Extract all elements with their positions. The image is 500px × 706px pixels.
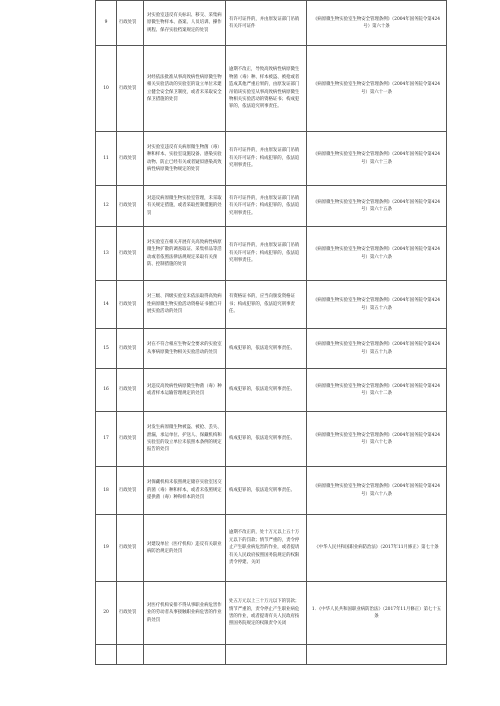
- row-basis: 《病原微生物实验室生物安全管理条例》（2004年国务院令第424号）第六十三条: [307, 132, 447, 186]
- row-basis: 《病原微生物实验室生物安全管理条例》（2004年国务院令第424号）第六十六条: [307, 227, 447, 281]
- row-condition: 构成犯罪的，依法追究刑事责任。: [226, 467, 307, 515]
- row-matter: 对三级、四级实验室未依法取得高致病性病原微生物实验活动资格证书擅自开展实验活动的处罚: [144, 281, 226, 329]
- row-category: 行政处罚: [117, 1, 144, 46]
- row-category: 行政处罚: [117, 412, 144, 467]
- table-row: [96, 582, 447, 645]
- row-matter: 对医疗机构安排不得从事职业病危害作业的劳动者从事接触职业病危害的作业的处罚: [144, 582, 226, 645]
- row-category: 行政处罚: [117, 329, 144, 369]
- row-basis: 《病原微生物实验室生物安全管理条例》（2004年国务院令第424号）第六十一条: [307, 46, 447, 132]
- table-row: [96, 227, 447, 281]
- row-matter: 对在不符合相应生物安全要求的实验室从事病原微生物相关实验活动的处罚: [144, 329, 226, 369]
- row-category: 行政处罚: [117, 281, 144, 329]
- row-condition: 有资格证书的，应当向颁发资格证书；构成犯罪的，依法追究刑事责任。: [226, 281, 307, 329]
- row-condition: 构成犯罪的，依法追究刑事责任。: [226, 369, 307, 412]
- row-basis: 《病原微生物实验室生物安全管理条例》（2004年国务院令第424号）第六十条: [307, 1, 447, 46]
- row-condition: 逾期不改正的，处十万元以上五十万元以下的罚款；情节严重的，责令停止产生职业病危害的作业，或者提请有关人民政府按照国务院规定的权限责令停建、关闭: [226, 515, 307, 582]
- row-matter: 对经依法批准从事高致病性病原微生物相关实验活动的实验室的设立单位未建立健全安全保卫制度，或者未采取安全保卫措施的处罚: [144, 46, 226, 132]
- row-number: 16: [96, 369, 117, 412]
- table-row-partial: [96, 645, 447, 665]
- row-condition: 构成犯罪的，依法追究刑事责任。: [226, 329, 307, 369]
- table-row: [96, 1, 447, 46]
- table-row: [96, 467, 447, 515]
- row-basis: 1．《中华人民共和国职业病防治法》（2017年11月修正）第七十五条: [307, 582, 447, 645]
- row-category: 行政处罚: [117, 467, 144, 515]
- table-row: [96, 132, 447, 186]
- row-condition: 有许可证件的，并由原发证部门吊销有关许可证件；构成犯罪的，依法追究刑事责任。: [226, 132, 307, 186]
- row-basis: 《病原微生物实验室生物安全管理条例》（2004年国务院令第424号）第六十二条: [307, 369, 447, 412]
- row-category: 行政处罚: [117, 227, 144, 281]
- row-number: 13: [96, 227, 117, 281]
- table-row: [96, 186, 447, 227]
- row-basis: 《病原微生物实验室生物安全管理条例》（2004年国务院令第424号）第六十八条: [307, 467, 447, 515]
- row-condition: 处五万元以上三十万元以下的罚款；情节严重的，责令停止产生职业病危害的作业，或者提请有关人民政府按照国务院规定的权限责令关闭: [226, 582, 307, 645]
- empty-cell: [307, 645, 447, 665]
- row-basis: 《病原微生物实验室生物安全管理条例》（2004年国务院令第424号）第五十九条: [307, 329, 447, 369]
- row-number: 12: [96, 186, 117, 227]
- row-basis: 《病原微生物实验室生物安全管理条例》（2004年国务院令第424号）第六十五条: [307, 186, 447, 227]
- row-condition: 构成犯罪的，依法追究刑事责任。: [226, 412, 307, 467]
- row-number: 10: [96, 46, 117, 132]
- row-basis: 《中华人民共和国职业病防治法》（2017年11月修正）第七十条: [307, 515, 447, 582]
- table-row: [96, 515, 447, 582]
- row-matter: 对发生病原微生物被盗、被抢、丢失、泄漏，承运单位、护送人、保藏机构和实验室的设立单位未依照本条例的规定报告的处罚: [144, 412, 226, 467]
- row-number: 9: [96, 1, 117, 46]
- row-matter: 对违反高致病性病原微生物菌（毒）种或者样本运输管理规定的处罚: [144, 369, 226, 412]
- row-category: 行政处罚: [117, 369, 144, 412]
- row-basis: 《病原微生物实验室生物安全管理条例》（2004年国务院令第424号）第六十七条: [307, 412, 447, 467]
- row-matter: 对违反病原微生物实验室管理，未采取有关规定措施，或者采取控制措施的处罚: [144, 186, 226, 227]
- row-matter: 对实验室在相关开展有关高致病性病原微生物扩散的调查取证、采集样品等活动或者依照法律法规规定采取有关预防、控制措施的处罚: [144, 227, 226, 281]
- row-number: 19: [96, 515, 117, 582]
- row-basis: 《病原微生物实验室生物安全管理条例》（2004年国务院令第424号）第五十六条: [307, 281, 447, 329]
- row-category: 行政处罚: [117, 582, 144, 645]
- table-row: [96, 329, 447, 369]
- row-number: 14: [96, 281, 117, 329]
- row-number: 17: [96, 412, 117, 467]
- row-matter: 对保藏机构未依照规定储存实验室送交的菌（毒）种和样本，或者未依照规定提供菌（毒）种和样本的处罚: [144, 467, 226, 515]
- table-row: [96, 412, 447, 467]
- table-row: [96, 369, 447, 412]
- row-category: 行政处罚: [117, 132, 144, 186]
- row-number: 20: [96, 582, 117, 645]
- row-matter: 对实验室违反有关标识、移交、采集病原微生物样本、备案、人员培训、操作规程、保存实验档案规定的处罚: [144, 1, 226, 46]
- row-condition: 有许可证件的，并由原发证部门吊销有关许可证件: [226, 1, 307, 46]
- row-matter: 对实验室违反有关病原微生物菌（毒）种和样本、实验室设施设备、感染实验动物、防止已经有关或者疑似感染高致病性病原微生物规定的处罚: [144, 132, 226, 186]
- row-number: 15: [96, 329, 117, 369]
- empty-cell: [117, 645, 144, 665]
- row-condition: 有许可证件的，并由原发证部门吊销有关许可证件；构成犯罪的，依法追究刑事责任。: [226, 186, 307, 227]
- row-category: 行政处罚: [117, 46, 144, 132]
- table-row: [96, 281, 447, 329]
- empty-cell: [96, 645, 117, 665]
- row-category: 行政处罚: [117, 186, 144, 227]
- empty-cell: [144, 645, 226, 665]
- row-condition: 逾期不改正，导致高致病性病原微生物菌（毒）种、样本被盗、被抢或者造成其他严重后果的，由原发证部门吊销该实验室从事高致病性病原微生物相关实验活动的资格证书；构成犯罪的，依法追究刑事责任。: [226, 46, 307, 132]
- table-row: [96, 46, 447, 132]
- row-number: 18: [96, 467, 117, 515]
- row-number: 11: [96, 132, 117, 186]
- empty-cell: [226, 645, 307, 665]
- penalty-table: [95, 0, 447, 665]
- row-category: 行政处罚: [117, 515, 144, 582]
- row-matter: 对建设单位（医疗机构）违反有关职业病防治规定的处罚: [144, 515, 226, 582]
- row-condition: 有许可证件的，并由原发证部门吊销有关许可证件；构成犯罪的，依法追究刑事责任。: [226, 227, 307, 281]
